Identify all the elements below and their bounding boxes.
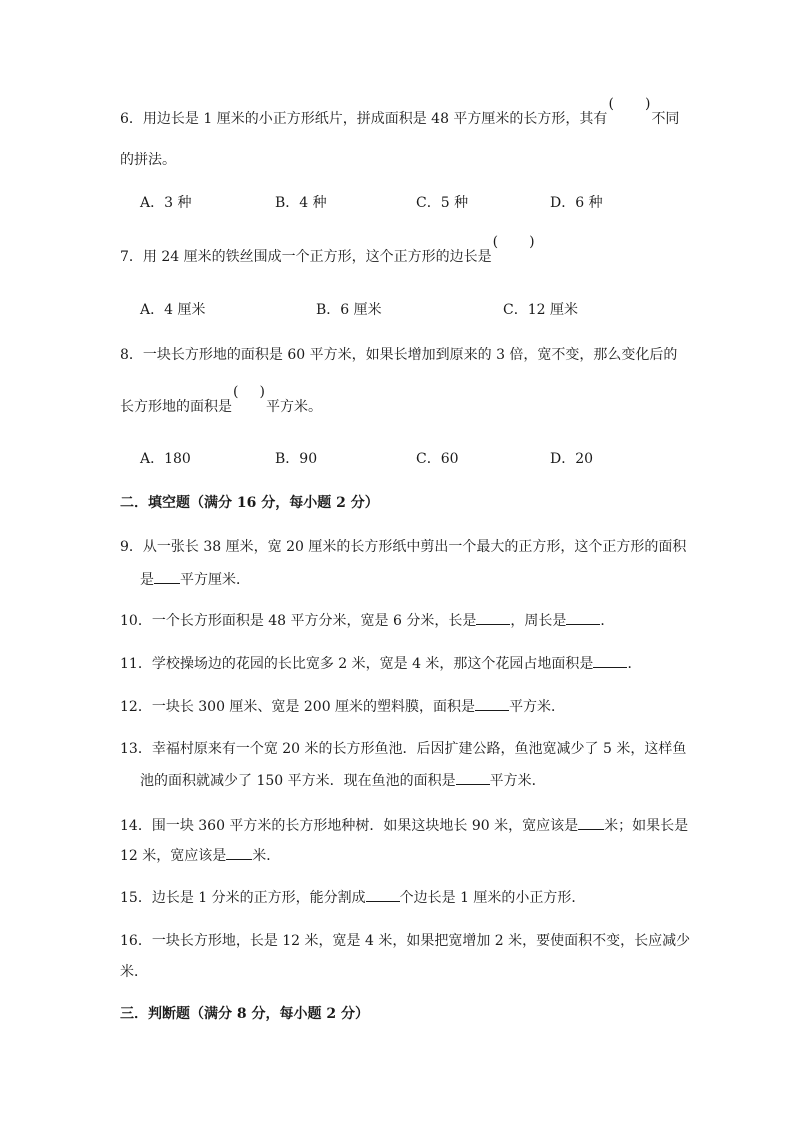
q6-option-d[interactable]: D．6 种 xyxy=(550,195,603,211)
fill-blank[interactable] xyxy=(476,610,510,625)
fill-blank[interactable] xyxy=(566,610,600,625)
q6-option-a[interactable]: A．3 种 xyxy=(140,195,192,211)
question-7-text: 7．用 24 厘米的铁丝围成一个正方形，这个正方形的边长是 xyxy=(120,249,492,265)
question-15: 15．边长是 1 分米的正方形，能分割成 个边长是 1 厘米的小正方形． xyxy=(120,887,585,908)
question-8-line-2: 长方形地的面积是 ( ) 平方米。 xyxy=(120,384,322,415)
q8-option-b[interactable]: B．90 xyxy=(275,451,318,467)
q6-option-c[interactable]: C．5 种 xyxy=(416,195,469,211)
question-16-line-2: 米． xyxy=(120,964,148,980)
fill-blank[interactable] xyxy=(578,815,604,830)
q8-option-d[interactable]: D．20 xyxy=(550,451,594,467)
question-9-line-2: 是 平方厘米． xyxy=(140,569,250,590)
fill-blank[interactable] xyxy=(366,887,400,902)
q7-option-a[interactable]: A．4 厘米 xyxy=(140,302,206,318)
question-8-line-1 xyxy=(120,345,677,365)
q7-option-c[interactable]: C．12 厘米 xyxy=(503,302,578,318)
answer-paren[interactable]: ( ) xyxy=(233,384,265,400)
question-6-text: 6．用边长是 1 厘米的小正方形纸片，拼成面积是 48 平方厘米的长方形，其有 xyxy=(120,111,608,127)
fill-blank[interactable] xyxy=(154,569,180,584)
section-2-heading: 二．填空题（满分 16 分，每小题 2 分） xyxy=(120,495,379,511)
question-13-line-1: 13．幸福村原来有一个宽 20 米的长方形鱼池．后因扩建公路，鱼池宽减少了 5 米，这样鱼 xyxy=(120,741,687,757)
question-12: 12．一块长 300 厘米、宽是 200 厘米的塑料膜，面积是 平方米． xyxy=(120,696,565,717)
question-9-line-1: 9．从一张长 38 厘米，宽 20 厘米的长方形纸中剪出一个最大的正方形，这个正方形的面积 xyxy=(120,539,687,555)
question-6-line-1: 6．用边长是 1 厘米的小正方形纸片，拼成面积是 48 平方厘米的长方形，其有 ( ) 不同 xyxy=(120,96,680,127)
fill-blank[interactable] xyxy=(475,696,509,711)
answer-paren[interactable]: ( ) xyxy=(608,96,651,112)
fill-blank[interactable] xyxy=(593,653,627,668)
fill-blank[interactable] xyxy=(456,770,490,785)
question-13-line-2: 池的面积就减少了 150 平方米．现在鱼池的面积是 平方米． xyxy=(140,770,546,791)
question-14-line-1: 14．围一块 360 平方米的长方形地种树．如果这块地长 90 米，宽应该是 米；如果长是 xyxy=(120,815,688,836)
question-16-line-1: 16．一块长方形地，长是 12 米，宽是 4 米，如果把宽增加 2 米，要使面积不变，长应减少 xyxy=(120,933,691,949)
question-10: 10．一个长方形面积是 48 平方分米，宽是 6 分米，长是 ，周长是 ． xyxy=(120,610,614,631)
question-7-line-1 xyxy=(120,234,536,267)
question-14-line-2: 12 米，宽应该是 米． xyxy=(120,845,280,866)
question-8-text: 8．一块长方形地的面积是 60 平方米，如果长增加到原来的 3 倍，宽不变，那么变化后的 xyxy=(120,347,678,363)
q8-option-c[interactable]: C．60 xyxy=(416,451,459,467)
question-11: 11．学校操场边的花园的长比宽多 2 米，宽是 4 米，那这个花园占地面积是 ． xyxy=(120,653,641,674)
q6-option-b[interactable]: B．4 种 xyxy=(275,195,327,211)
section-3-heading: 三．判断题（满分 8 分，每小题 2 分） xyxy=(120,1006,369,1022)
question-6-line-2: 的拼法。 xyxy=(120,152,176,168)
q8-option-a[interactable]: A．180 xyxy=(140,451,191,467)
fill-blank[interactable] xyxy=(226,845,252,860)
answer-paren[interactable]: ( ) xyxy=(492,234,535,250)
q7-option-b[interactable]: B．6 厘米 xyxy=(316,302,382,318)
